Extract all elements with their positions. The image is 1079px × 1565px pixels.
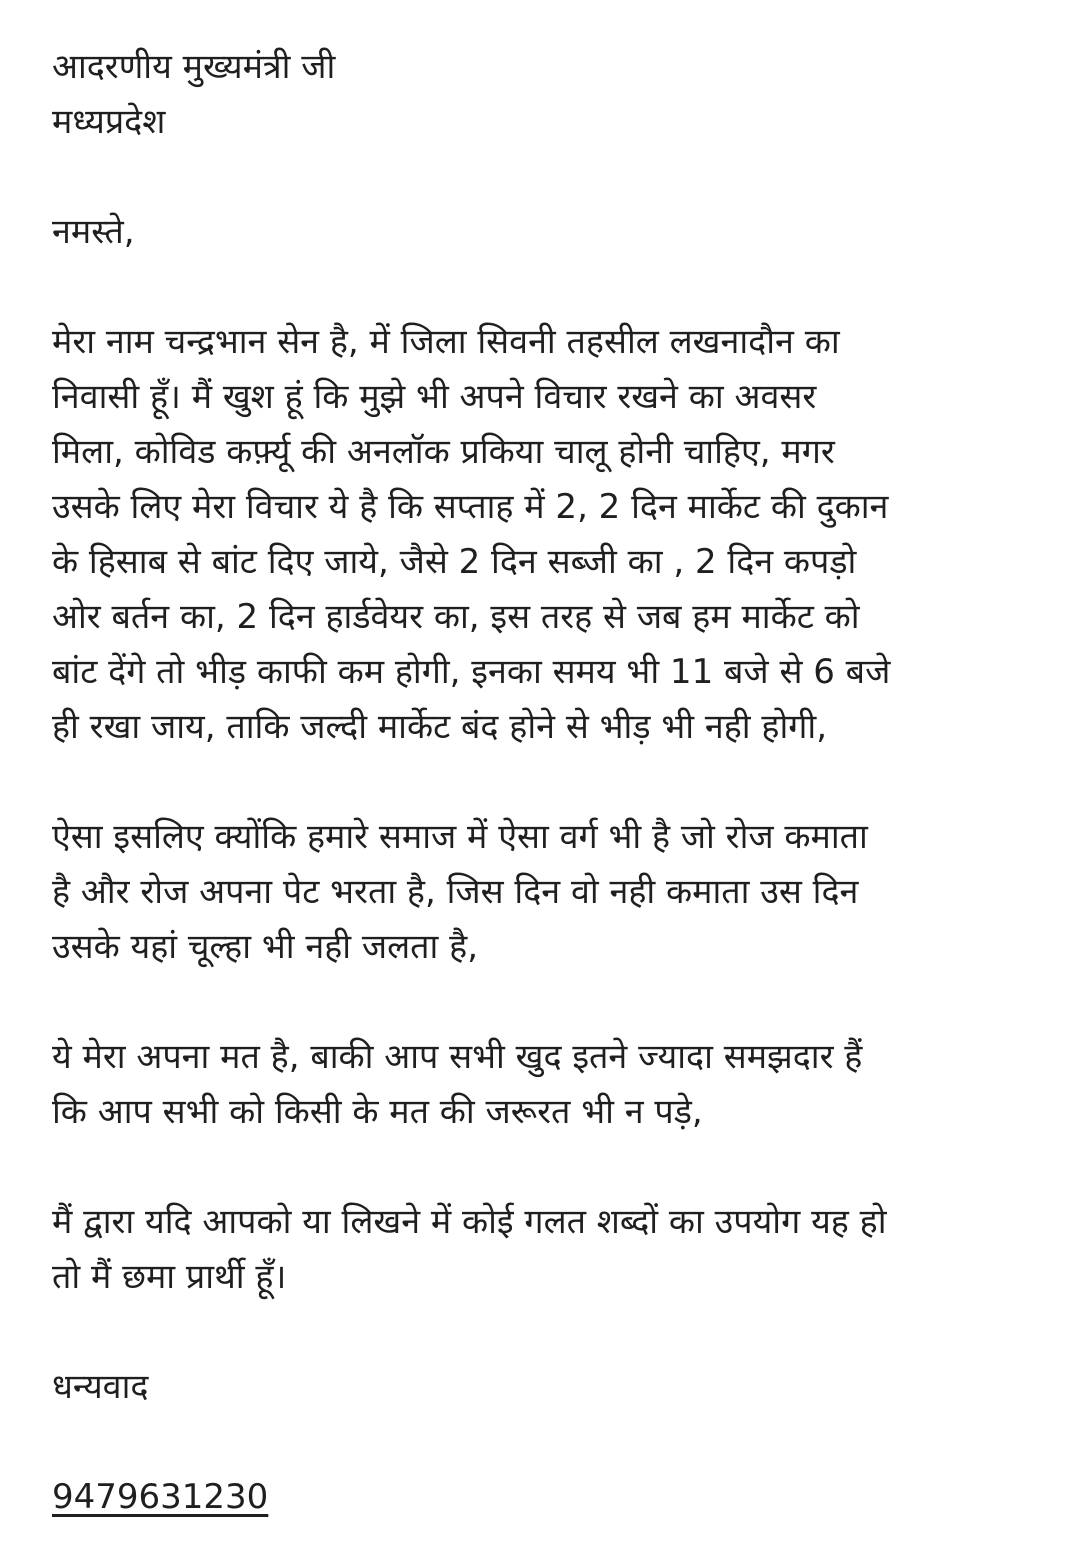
paragraph-line: ये मेरा अपना मत है, बाकी आप सभी खुद इतने ज्यादा समझदार हैं: [52, 1037, 863, 1077]
spacer: [52, 1305, 1037, 1360]
paragraph-line: ऐसा इसलिए क्योंकि हमारे समाज में ऐसा वर्ग भी है जो रोज कमाता: [52, 817, 868, 857]
paragraph-line: उसके यहां चूल्हा भी नही जलता है,: [52, 927, 479, 967]
paragraph-line: मैं द्वारा यदि आपको या लिखने में कोई गलत शब्दों का उपयोग यह हो: [52, 1202, 887, 1242]
recipient-state: मध्यप्रदेश: [52, 102, 166, 142]
paragraph-line: बांट देंगे तो भीड़ काफी कम होगी, इनका समय भी 11 बजे से 6 बजे: [52, 652, 891, 692]
spacer: [52, 755, 1037, 810]
paragraph-line: ओर बर्तन का, 2 दिन हार्डवेयर का, इस तरह से जब हम मार्केट को: [52, 597, 860, 637]
closing: धन्यवाद: [52, 1367, 149, 1407]
spacer: [52, 260, 1037, 315]
greeting: नमस्ते,: [52, 212, 135, 252]
spacer: [52, 150, 1037, 205]
paragraph-line: मेरा नाम चन्द्रभान सेन है, में जिला सिवनी तहसील लखनादौन का: [52, 322, 840, 362]
paragraph-line: कि आप सभी को किसी के मत की जरूरत भी न पड़े,: [52, 1092, 703, 1132]
paragraph-line: तो मैं छमा प्रार्थी हूँ।: [52, 1257, 287, 1297]
paragraph-1: [52, 315, 1037, 755]
paragraph-2: [52, 810, 1037, 975]
paragraph-line: ही रखा जाय, ताकि जल्दी मार्केट बंद होने से भीड़ भी नही होगी,: [52, 707, 828, 747]
recipient-title: आदरणीय मुख्यमंत्री जी: [52, 47, 336, 87]
letter-body: [52, 40, 1037, 1525]
spacer: [52, 1140, 1037, 1195]
paragraph-line: उसके लिए मेरा विचार ये है कि सप्ताह में 2, 2 दिन मार्केट की दुकान: [52, 487, 889, 527]
spacer: [52, 975, 1037, 1030]
paragraph-line: के हिसाब से बांट दिए जाये, जैसे 2 दिन सब्जी का , 2 दिन कपड़ो: [52, 542, 857, 582]
spacer: [52, 1415, 1037, 1470]
paragraph-3: [52, 1030, 1037, 1140]
paragraph-line: निवासी हूँ। मैं खुश हूं कि मुझे भी अपने विचार रखने का अवसर: [52, 377, 817, 417]
paragraph-line: है और रोज अपना पेट भरता है, जिस दिन वो नही कमाता उस दिन: [52, 872, 859, 912]
paragraph-4: [52, 1195, 1037, 1305]
phone-number-link[interactable]: 9479631230: [52, 1477, 269, 1517]
paragraph-line: मिला, कोविड कर्फ़्यू की अनलॉक प्रकिया चालू होनी चाहिए, मगर: [52, 432, 835, 472]
